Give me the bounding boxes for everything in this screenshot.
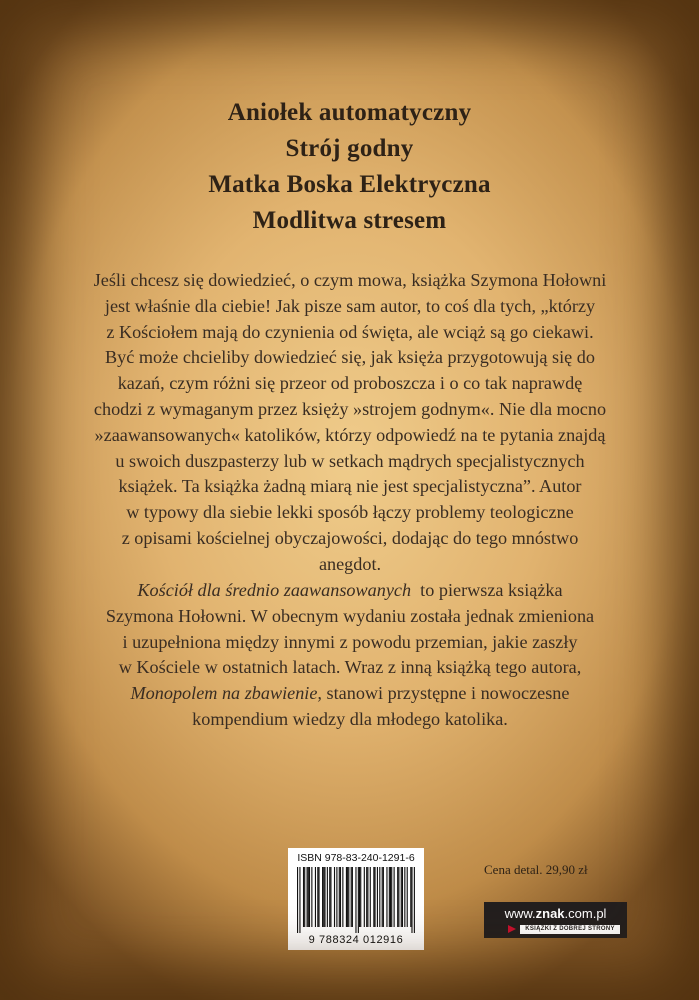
text-line: jest właśnie dla ciebie! Jak pisze sam autor, to coś dla tych, „którzy xyxy=(104,295,596,316)
url-brand: znak xyxy=(535,906,565,921)
text-line: i uzupełniona między innymi z powodu przemian, jakie zaszły xyxy=(122,631,578,652)
text-line: książek. Ta książka żadną miarą nie jest specjalistyczna”. Autor xyxy=(118,476,582,497)
publisher-tagline: KSIĄŻKI Z DOBREJ STRONY xyxy=(520,925,620,934)
barcode-bar xyxy=(317,867,318,927)
barcode-digits: 9 788324 012916 xyxy=(308,934,404,946)
barcode-bar xyxy=(407,867,408,927)
text-line: w typowy dla siebie lekki sposób łączy problemy teologiczne xyxy=(126,502,574,523)
barcode-bar xyxy=(377,867,378,927)
barcode-bar xyxy=(367,867,368,927)
barcode-bar xyxy=(303,867,304,927)
isbn-barcode xyxy=(288,848,424,950)
barcode-bar xyxy=(347,867,348,927)
retail-price: Cena detal. 29,90 zł xyxy=(484,862,588,877)
barcode-bar xyxy=(402,867,403,927)
barcode-bar xyxy=(336,867,337,927)
arrow-icon xyxy=(508,925,516,933)
chapter-titles xyxy=(0,95,699,239)
barcode-bar xyxy=(339,867,340,927)
barcode-bar xyxy=(389,867,390,927)
text-line: w Kościele w ostatnich latach. Wraz z inną książką tego autora, xyxy=(118,657,582,678)
barcode-bar xyxy=(414,867,415,933)
barcode-bar xyxy=(334,867,335,927)
barcode-bar xyxy=(355,867,356,933)
text-line: z opisami kościelnej obyczajowości, dodając do tego mnóstwo xyxy=(121,527,579,548)
barcode-bar xyxy=(324,867,325,927)
barcode-bar xyxy=(358,867,359,933)
barcode-bar xyxy=(379,867,380,927)
url-suffix: .com.pl xyxy=(564,906,607,921)
publisher-url xyxy=(484,906,627,921)
text-line: »zaawansowanych« katolików, którzy odpowiedź na te pytania znajdą xyxy=(94,424,606,445)
barcode-bar xyxy=(330,867,331,927)
barcode-bar xyxy=(397,867,398,927)
barcode-bar xyxy=(364,867,365,927)
barcode-bar xyxy=(394,867,395,927)
text-line: Jeśli chcesz się dowiedzieć, o czym mowa, książka Szymona Hołowni xyxy=(93,270,607,290)
barcode-bar xyxy=(410,867,411,927)
barcode-bar xyxy=(360,867,361,927)
barcode-bar xyxy=(311,867,312,927)
text-line xyxy=(60,578,640,604)
barcode-bar xyxy=(323,867,324,927)
barcode-bar xyxy=(391,867,392,927)
barcode-bar xyxy=(398,867,399,927)
title-line: Strój godny xyxy=(285,135,414,162)
barcode-bar xyxy=(322,867,323,927)
barcode-bar xyxy=(386,867,387,927)
barcode-bar xyxy=(297,867,298,933)
barcode-bar xyxy=(329,867,330,927)
barcode-bar xyxy=(342,867,343,927)
barcode-bar xyxy=(340,867,341,927)
barcode-bar xyxy=(315,867,316,927)
text-line: chodzi z wymaganym przez księży »strojem godnym«. Nie dla mocno xyxy=(93,398,607,419)
text-fragment: stanowi przystępne i nowoczesne xyxy=(321,683,570,704)
barcode-bar xyxy=(309,867,310,927)
isbn-label: ISBN 978-83-240-1291-6 xyxy=(297,852,415,864)
text-line: kompendium wiedzy dla młodego katolika. xyxy=(192,708,508,729)
text-line: z Kościołem mają do czynienia od święta, ale wciąż są go ciekawi. xyxy=(106,321,594,342)
title-line: Aniołek automatyczny xyxy=(227,99,472,126)
text-line: Szymona Hołowni. W obecnym wydaniu została jednak zmieniona xyxy=(105,605,595,626)
book-title-italic: Monopolem na zbawienie, xyxy=(130,683,322,704)
description-paragraph xyxy=(60,268,640,578)
barcode-bar xyxy=(404,867,405,927)
barcode-bar xyxy=(366,867,367,927)
barcode-bar xyxy=(351,867,352,927)
url-prefix: www. xyxy=(504,906,536,921)
book-title-italic: Kościół dla średnio zaawansowanych xyxy=(137,580,412,600)
barcode-bar xyxy=(352,867,353,927)
barcode-bar xyxy=(383,867,384,927)
text-line: kazań, czym różni się przeor od proboszcza i o co tak naprawdę xyxy=(117,373,583,394)
barcode-bar xyxy=(307,867,308,927)
barcode-bar xyxy=(411,867,412,933)
text-fragment: to pierwsza książka xyxy=(411,580,563,600)
barcode-bar xyxy=(348,867,349,927)
about-book-paragraph xyxy=(60,578,640,733)
publisher-logo xyxy=(484,902,627,938)
barcode-bar xyxy=(370,867,371,927)
barcode-bar xyxy=(304,867,305,927)
barcode-bar xyxy=(373,867,374,927)
text-line xyxy=(60,681,640,707)
text-line: Być może chcieliby dowiedzieć się, jak księża przygotowują się do xyxy=(105,347,595,368)
barcode-bar xyxy=(359,867,360,927)
barcode-bars xyxy=(297,867,415,933)
barcode-bar xyxy=(390,867,391,927)
text-line: u swoich duszpasterzy lub w setkach mądrych specjalistycznych xyxy=(115,450,585,471)
barcode-bar xyxy=(327,867,328,927)
barcode-bar xyxy=(401,867,402,927)
barcode-bar xyxy=(346,867,347,927)
barcode-bar xyxy=(318,867,319,927)
text-line: anegdot. xyxy=(318,553,382,574)
title-line: Modlitwa stresem xyxy=(252,207,447,234)
barcode-bar xyxy=(382,867,383,927)
barcode-bar xyxy=(299,867,300,933)
title-line: Matka Boska Elektryczna xyxy=(208,171,491,198)
barcode-bar xyxy=(374,867,375,927)
barcode-bar xyxy=(308,867,309,927)
